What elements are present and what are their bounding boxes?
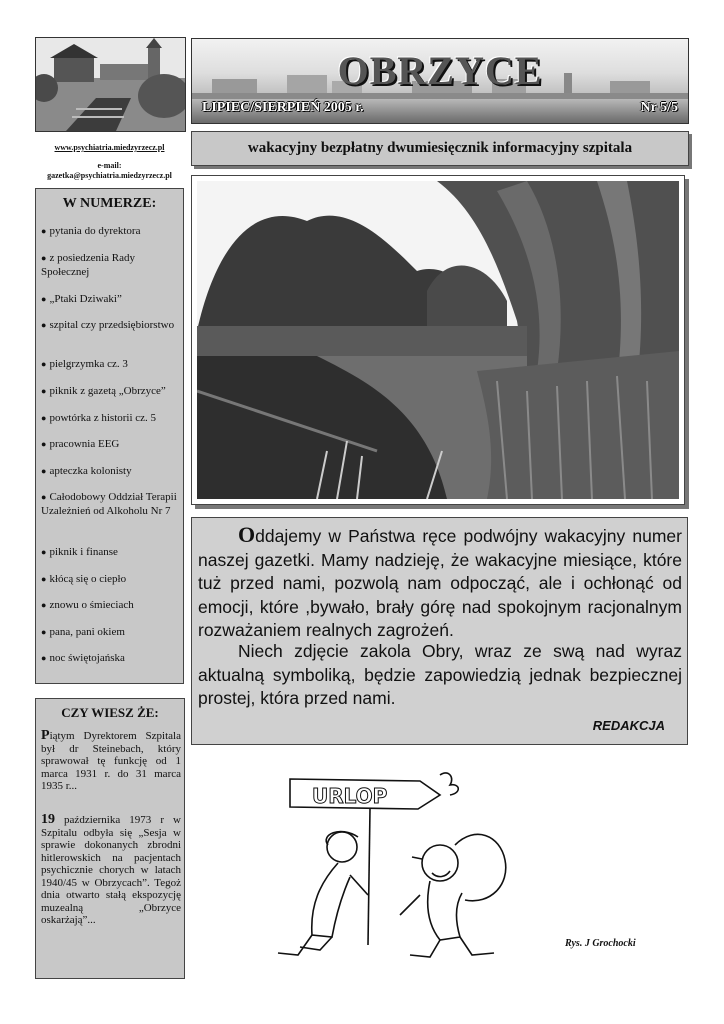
issue-date: LIPIEC/SIERPIEŃ 2005 r. (202, 100, 364, 115)
contents-item: ● pielgrzymka cz. 3 (41, 358, 128, 370)
vacation-cartoon (250, 765, 530, 965)
contents-item: ● z posiedzenia Rady Społecznej (41, 252, 135, 278)
contents-item: ● noc świętojańska (41, 652, 125, 664)
editorial-box (191, 517, 688, 745)
bullet-icon: ● (41, 574, 47, 584)
hospital-photo (35, 37, 186, 132)
contents-item: ● kłócą się o ciepło (41, 573, 127, 585)
bullet-icon: ● (41, 294, 47, 304)
contents-item: ● piknik i finanse (41, 546, 118, 558)
contents-title: W NUMERZE: (62, 196, 157, 211)
contents-item: ● pytania do dyrektora (41, 225, 141, 237)
did-you-know-title: CZY WIESZ ŻE: (61, 705, 159, 720)
email-label: e-mail: (97, 161, 122, 170)
issue-number: Nr 5/5 (640, 100, 678, 115)
did-you-know-panel (35, 698, 185, 979)
bullet-icon: ● (41, 466, 47, 476)
contents-item: ● Całodobowy Oddział Terapii Uzależnień od Alkoholu Nr 7 (41, 491, 177, 517)
contents-item: ● „Ptaki Dziwaki” (41, 293, 122, 305)
bullet-icon: ● (41, 653, 47, 663)
cartoon-sign-text: URLOP (312, 784, 388, 808)
contents-item: ● pana, pani okiem (41, 626, 125, 638)
editorial-paragraph: Niech zdjęcie zakola Obry, wraz ze swą nad wyraz aktualną symboliką, będzie zapowiedzią jednak bezpiecznej prostej, która przed nami. (198, 641, 682, 708)
bullet-icon: ● (41, 359, 47, 369)
editorial-signature: REDAKCJA (592, 718, 665, 733)
contents-item: ● szpital czy przedsiębiorstwo (41, 319, 175, 331)
bullet-icon: ● (41, 600, 47, 610)
contents-panel (35, 188, 184, 684)
contents-item: ● piknik z gazetą „Obrzyce” (41, 385, 166, 397)
river-photo (197, 181, 679, 499)
cartoon-credit: Rys. J Grochocki (565, 938, 636, 949)
bullet-icon: ● (41, 386, 47, 396)
contents-item: ● apteczka kolonisty (41, 465, 132, 477)
fact-paragraph: Piątym Dyrektorem Szpitala był dr Steinebach, który sprawował tę funkcję od 1 marca 1931 r. do 31 marca 1935 r... (41, 728, 181, 792)
website-link[interactable]: www.psychiatria.miedzyrzecz.pl (54, 143, 165, 152)
newspaper-title: OBRZYCE (337, 48, 543, 93)
bullet-icon: ● (41, 627, 47, 637)
bullet-icon: ● (41, 253, 47, 263)
editorial-paragraph: Oddajemy w Państwa ręce podwójny wakacyjny numer naszej gazetki. Mamy nadzieję, że wakacyjne miesiące, które tuż przed nami, pozwolą nam odpocząć, ale i ochłonąć od emocji, które ,bywało, brały górę nad spokojnym racjonalnym rozważaniem realnych zagrożeń. (198, 522, 682, 640)
subtitle-bar (191, 131, 689, 166)
bullet-icon: ● (41, 439, 47, 449)
contents-item: ● pracownia EEG (41, 438, 120, 450)
masthead (191, 38, 689, 124)
bullet-icon: ● (41, 226, 47, 236)
email-address[interactable]: gazetka@psychiatria.miedzyrzecz.pl (47, 171, 172, 180)
river-photo-frame (191, 175, 685, 505)
subtitle: wakacyjny bezpłatny dwumiesięcznik informacyjny szpitala (247, 140, 633, 156)
fact-paragraph: 19 października 1973 r w Szpitalu odbyła się „Sesja w sprawie dokonanych zbrodni hitlerowskich na pacjentach psychicznie chorych w latach 1940/45 w Obrzycach”. Tegoż dnia otwarto stałą ekspozycję muzealną „Obrzyce oskarżają”... (41, 812, 181, 926)
bullet-icon: ● (41, 413, 47, 423)
contents-item: ● znowu o śmieciach (41, 599, 134, 611)
bullet-icon: ● (41, 320, 47, 330)
bullet-icon: ● (41, 492, 47, 502)
contents-item: ● powtórka z historii cz. 5 (41, 412, 157, 424)
bullet-icon: ● (41, 547, 47, 557)
